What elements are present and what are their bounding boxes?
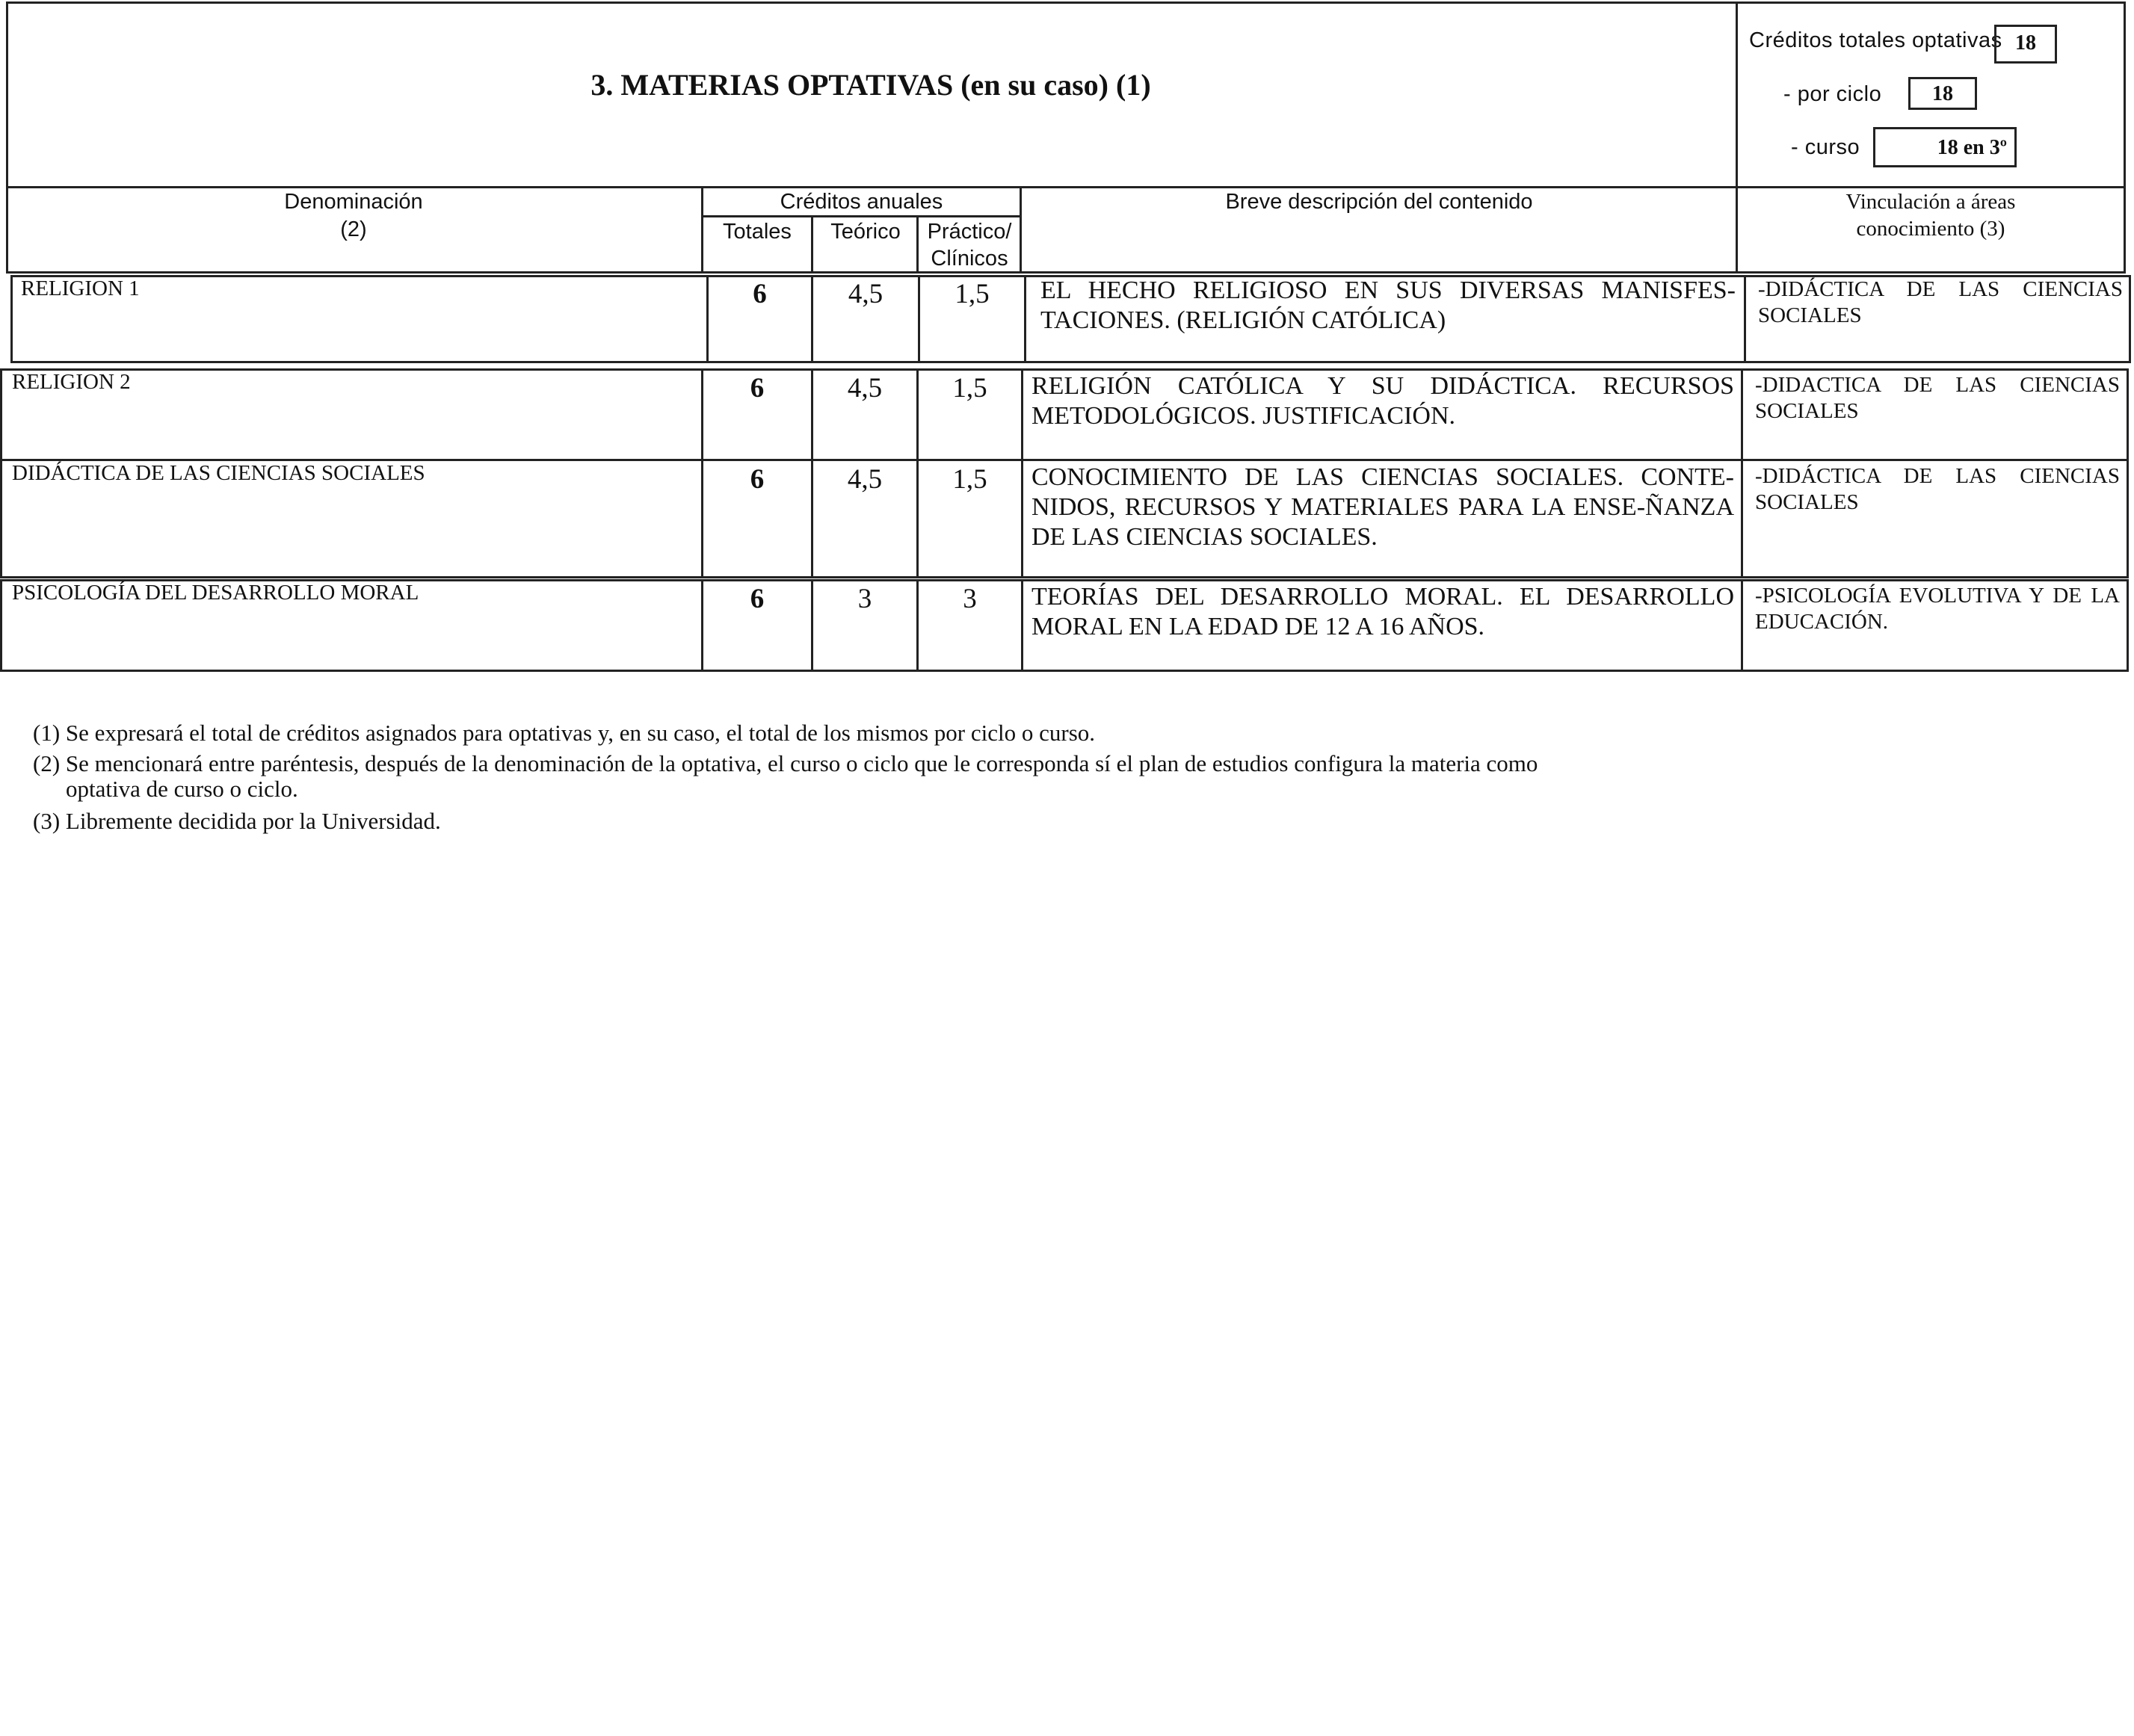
row-name: PSICOLOGÍA DEL DESARROLLO MORAL xyxy=(12,581,419,605)
row-teorico: 4,5 xyxy=(847,373,883,404)
row-description: TEORÍAS DEL DESARROLLO MORAL. EL DESARROLLO MORAL EN LA EDAD DE 12 A 16 AÑOS. xyxy=(1031,583,1734,640)
creditos-totales-value: 18 xyxy=(1994,25,2057,64)
row-name: DIDÁCTICA DE LAS CIENCIAS SOCIALES xyxy=(12,461,425,485)
row-totales: 6 xyxy=(750,464,765,495)
footnote-3: (3) Libremente decidida por la Universidad. xyxy=(33,808,441,834)
row-description: CONOCIMIENTO DE LAS CIENCIAS SOCIALES. CONTE-NIDOS, RECURSOS Y MATERIALES PARA LA ENSE-ÑANZA DE LAS CIENCIAS SOCIALES. xyxy=(1031,463,1734,551)
row-practico: 3 xyxy=(963,584,977,614)
col-rule xyxy=(1021,459,1023,578)
row-teorico: 4,5 xyxy=(848,279,883,309)
curso-label: - curso xyxy=(1791,135,1860,159)
row-name: RELIGION 2 xyxy=(12,370,131,394)
col-rule xyxy=(1021,579,1023,672)
col-denominacion-note: (2) xyxy=(340,217,367,241)
col-totales: Totales xyxy=(723,220,792,244)
row-practico: 1,5 xyxy=(952,373,987,404)
header-bottom-rule xyxy=(6,271,2126,274)
col-rule xyxy=(1744,275,1746,363)
col-denominacion: Denominación xyxy=(284,190,423,214)
col-rule xyxy=(1741,459,1743,578)
col-vinculacion: Vinculación a áreas xyxy=(1845,190,2016,214)
subheader-rule xyxy=(701,215,1022,217)
row-area: -DIDÁCTICA DE LAS CIENCIAS SOCIALES xyxy=(1758,277,2123,327)
col-rule xyxy=(1741,579,1743,672)
row-practico: 1,5 xyxy=(955,279,990,309)
col-vinculacion-2: conocimiento (3) xyxy=(1856,217,2005,241)
col-rule xyxy=(1021,368,1023,461)
row-area: -DIDÁCTICA DE LAS CIENCIAS SOCIALES xyxy=(1755,464,2120,514)
footnote-2-cont: optativa de curso o ciclo. xyxy=(66,776,298,802)
row-area: -DIDACTICA DE LAS CIENCIAS SOCIALES xyxy=(1755,373,2120,423)
col-practico: Práctico/ xyxy=(927,220,1012,244)
page-title: 3. MATERIAS OPTATIVAS (en su caso) (1) xyxy=(590,68,1151,102)
row-area: -PSICOLOGÍA EVOLUTIVA Y DE LA EDUCACIÓN. xyxy=(1755,584,2120,634)
footnote-2: (2) Se mencionará entre paréntesis, después de la denominación de la optativa, el curso o ciclo que le corresponda sí el plan de estudios configura la materia como xyxy=(33,750,1538,776)
row-teorico: 3 xyxy=(857,584,872,614)
por-ciclo-value: 18 xyxy=(1908,77,1977,110)
col-clinicos: Clínicos xyxy=(931,247,1008,271)
row-totales: 6 xyxy=(750,373,765,404)
col-rule xyxy=(1741,368,1743,461)
col-creditos-anuales: Créditos anuales xyxy=(780,190,943,214)
creditos-totales-label: Créditos totales optativas xyxy=(1749,28,2002,52)
por-ciclo-label: - por ciclo xyxy=(1783,82,1882,106)
row-totales: 6 xyxy=(750,584,765,614)
col-rule xyxy=(1024,275,1026,363)
row-teorico: 4,5 xyxy=(847,464,883,495)
row-description: RELIGIÓN CATÓLICA Y SU DIDÁCTICA. RECURSOS METODOLÓGICOS. JUSTIFICACIÓN. xyxy=(1031,372,1734,430)
row-totales: 6 xyxy=(753,279,767,309)
curso-value: 18 en 3º xyxy=(1873,127,2017,167)
header-divider xyxy=(1736,1,1738,188)
row-practico: 1,5 xyxy=(952,464,987,495)
col-rule xyxy=(2124,187,2126,274)
footnote-1: (1) Se expresará el total de créditos asignados para optativas y, en su caso, el total de los mismos por ciclo o curso. xyxy=(33,720,1096,746)
row-name: RELIGION 1 xyxy=(21,277,140,300)
row-description: EL HECHO RELIGIOSO EN SUS DIVERSAS MANISFES-TACIONES. (RELIGIÓN CATÓLICA) xyxy=(1040,277,1736,334)
col-descripcion: Breve descripción del contenido xyxy=(1225,190,1533,214)
col-teorico: Teórico xyxy=(830,220,901,244)
